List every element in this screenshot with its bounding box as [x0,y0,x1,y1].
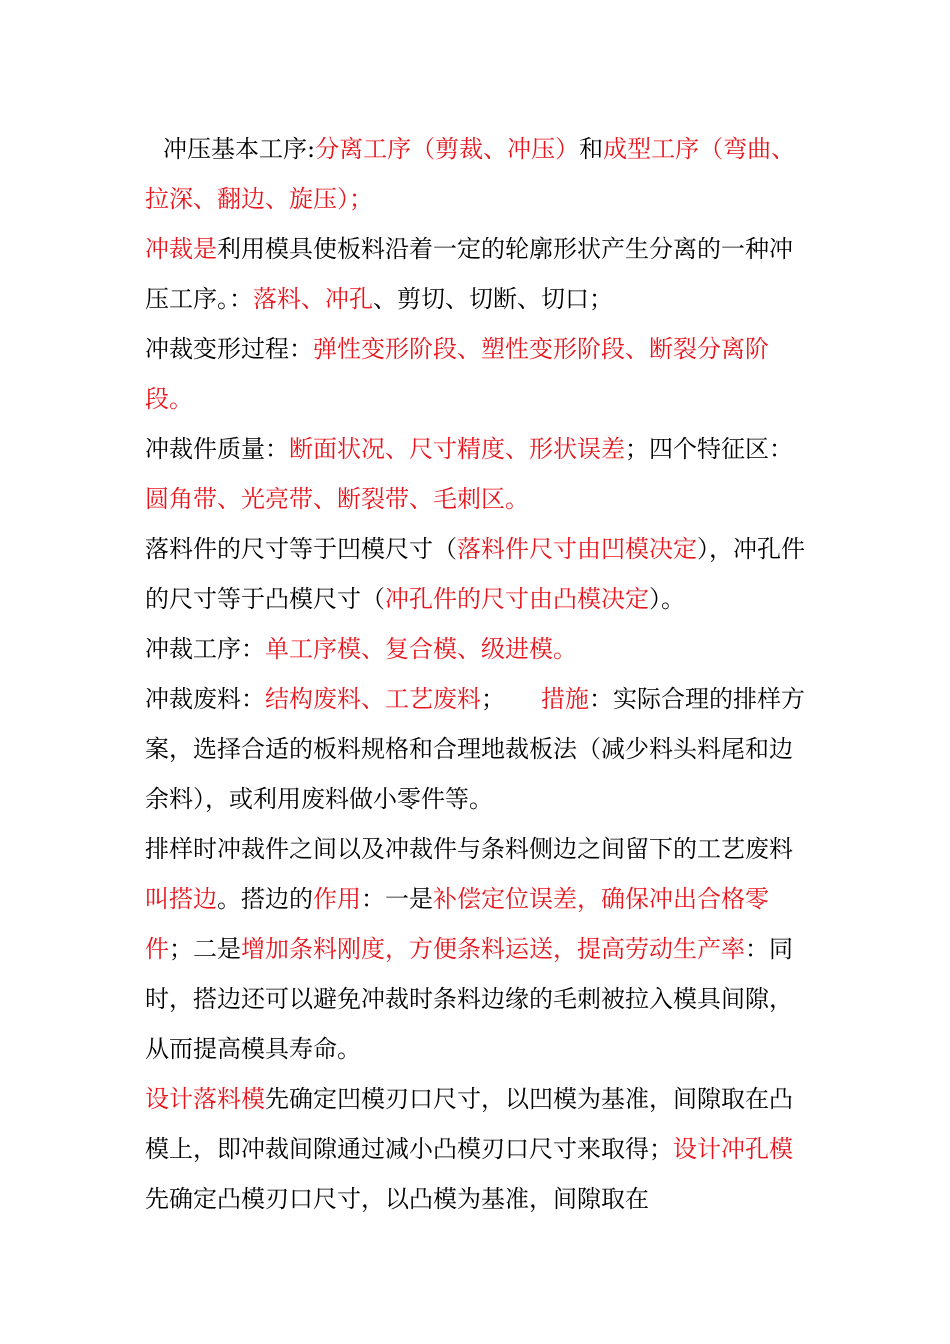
highlighted-text: 成型工序（弯曲、拉深、翻边、旋压）； [145,135,796,213]
highlighted-text: 单工序模、复合模、级进模。 [265,635,577,663]
body-text: ）。 [649,585,685,613]
highlighted-text: 补偿定位误差，确保冲出合格零件 [145,885,769,963]
body-text: ；二是 [169,935,241,963]
document-body [145,124,810,1224]
body-text: ；四个特征区： [625,435,793,463]
highlighted-text: 落料件尺寸由凹模决定 [457,535,697,563]
paragraph [145,124,810,224]
paragraph [145,424,810,524]
body-text: ； [481,685,541,713]
body-text: 冲裁变形过程： [145,335,313,363]
body-text: 冲压基本工序: [163,135,316,163]
body-text: 。搭边的 [217,885,313,913]
highlighted-text: 圆角带、光亮带、断裂带、毛刺区。 [145,485,529,513]
highlighted-text: 增加条料刚度，方便条料运送，提高劳动生产率 [241,935,745,963]
body-text: 冲裁件质量： [145,435,289,463]
body-text: ：实际合理的排样方案，选择合适的板料规格和合理地裁板法（减少料头料尾和边余料），或利用废料做小零件等。 [145,685,805,813]
body-text: 和 [579,135,604,163]
body-text: ：同时，搭边还可以避免冲裁时条料边缘的毛刺被拉入模具间隙，从而提高模具寿命。 [145,935,793,1063]
highlighted-text: 叫搭边 [145,885,217,913]
paragraph [145,524,810,624]
highlighted-text: 冲孔件的尺寸由凸模决定 [385,585,649,613]
highlighted-text: 作用 [313,885,361,913]
body-text: 先确定凸模刃口尺寸，以凸模为基准，间隙取在 [145,1185,649,1213]
body-text: ：一是 [361,885,433,913]
paragraph [145,324,810,424]
highlighted-text: 冲裁是 [145,235,217,263]
paragraph [145,224,810,324]
paragraph [145,824,810,1074]
body-text: 落料件的尺寸等于凹模尺寸（ [145,535,457,563]
highlighted-text: 落料、冲孔 [253,285,373,313]
body-text: ），冲孔件的尺寸等于凸模尺寸（ [145,535,805,613]
paragraph [145,624,810,674]
highlighted-text: 弹性变形阶段、塑性变形阶段、断裂分离阶段。 [145,335,769,413]
body-text: 冲裁废料： [145,685,265,713]
highlighted-text: 结构废料、工艺废料 [265,685,481,713]
highlighted-text: 断面状况、尺寸精度、形状误差 [289,435,625,463]
body-text: 利用模具使板料沿着一定的轮廓形状产生分离的一种冲压工序。： [145,235,793,313]
highlighted-text: 设计落料模 [145,1085,265,1113]
highlighted-text: 分离工序（剪裁、冲压） [315,135,580,163]
body-text: 冲裁工序： [145,635,265,663]
body-text: 、剪切、切断、切口； [373,285,613,313]
body-text: 排样时冲裁件之间以及冲裁件与条料侧边之间留下的工艺废料 [145,835,793,863]
body-text: 先确定凹模刃口尺寸，以凹模为基准，间隙取在凸模上，即冲裁间隙通过减小凸模刃口尺寸来取得； [145,1085,793,1163]
highlighted-text: 措施 [541,685,589,713]
paragraph [145,674,810,824]
paragraph [145,1074,810,1224]
highlighted-text: 设计冲孔模 [673,1135,793,1163]
